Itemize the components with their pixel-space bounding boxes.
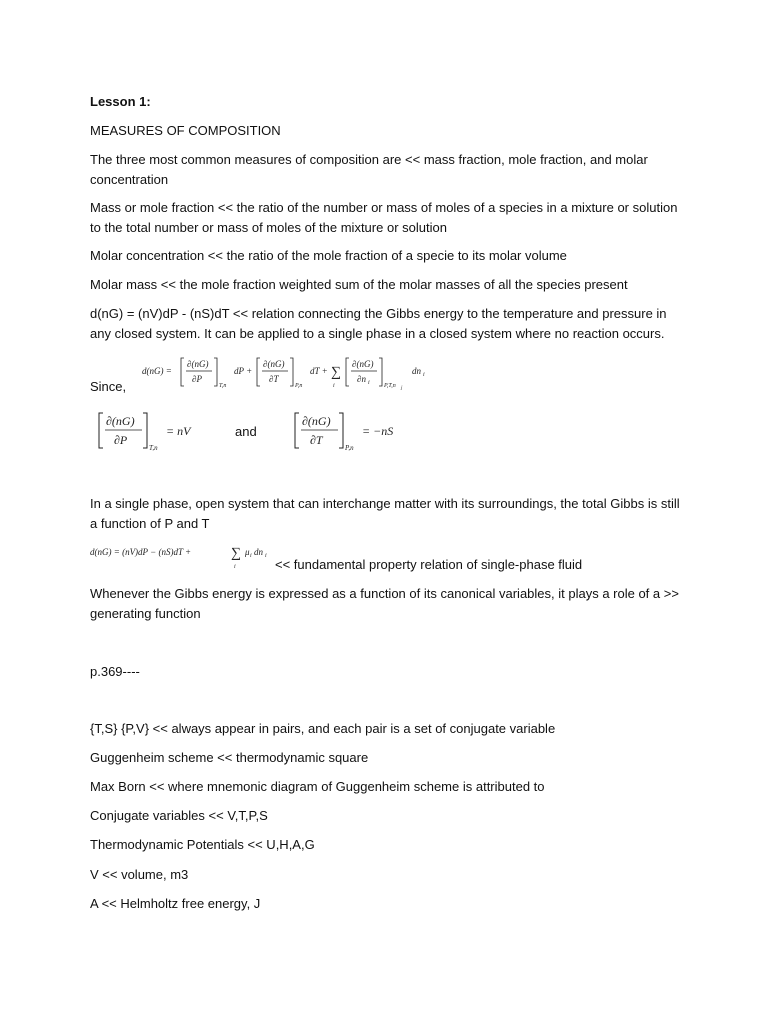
section-title: MEASURES OF COMPOSITION bbox=[90, 123, 281, 138]
equation-fundamental bbox=[90, 542, 270, 572]
svg-text:dn: dn bbox=[254, 547, 263, 557]
svg-text:P,T,n: P,T,n bbox=[384, 383, 396, 389]
lesson-heading: Lesson 1: bbox=[90, 94, 151, 109]
svg-text:dT +: dT + bbox=[310, 366, 328, 376]
svg-text:T,n: T,n bbox=[149, 444, 158, 452]
svg-text:∂P: ∂P bbox=[114, 433, 128, 447]
equation-partial-t bbox=[294, 410, 414, 454]
paragraph-thermodynamic-potentials: Thermodynamic Potentials << U,H,A,G bbox=[90, 837, 315, 852]
svg-text:∑: ∑ bbox=[331, 365, 341, 380]
paragraph-conjugate-pairs: {T,S} {P,V} << always appear in pairs, and each pair is a set of conjugate variable bbox=[90, 721, 556, 736]
paragraph-guggenheim: Guggenheim scheme << thermodynamic square bbox=[90, 750, 369, 765]
fundamental-caption: << fundamental property relation of single-phase fluid bbox=[275, 557, 583, 572]
paragraph-volume: V << volume, m3 bbox=[90, 867, 189, 882]
paragraph-dng-relation: d(nG) = (nV)dP - (nS)dT << relation connecting the Gibbs energy to the temperature and pressure in any closed system. It can be applied to a single phase in a closed system where no reaction occurs. bbox=[90, 306, 667, 341]
paragraph-molar-concentration: Molar concentration << the ratio of the mole fraction of a specie to its molar volume bbox=[90, 248, 567, 263]
svg-text:= nV: = nV bbox=[166, 424, 191, 438]
svg-text:d(nG) = (nV)dP − (nS)dT +: d(nG) = (nV)dP − (nS)dT + bbox=[90, 547, 192, 557]
paragraph-single-phase: In a single phase, open system that can interchange matter with its surroundings, the total Gibbs is still a function of P and T bbox=[90, 496, 680, 531]
paragraph-molar-mass: Molar mass << the mole fraction weighted sum of the molar masses of all the species present bbox=[90, 277, 628, 292]
and-label: and bbox=[235, 424, 257, 439]
paragraph-max-born: Max Born << where mnemonic diagram of Guggenheim scheme is attributed to bbox=[90, 779, 545, 794]
svg-text:∂(nG): ∂(nG) bbox=[106, 414, 135, 428]
svg-text:μ: μ bbox=[245, 547, 250, 557]
svg-text:= −nS: = −nS bbox=[362, 424, 394, 438]
paragraph-mass-mole-fraction: Mass or mole fraction << the ratio of the number or mass of moles of a species in a mixture or solution to the total number or mass of moles of the mixture or solution bbox=[90, 200, 678, 235]
svg-text:∂(nG): ∂(nG) bbox=[187, 359, 209, 369]
svg-text:d(nG) =: d(nG) = bbox=[142, 366, 172, 376]
paragraph-helmholtz: A << Helmholtz free energy, J bbox=[90, 896, 261, 911]
svg-text:∂(nG): ∂(nG) bbox=[263, 359, 285, 369]
paragraph-generating-function: Whenever the Gibbs energy is expressed as a function of its canonical variables, it plays a role of a >> generating function bbox=[90, 586, 679, 621]
svg-text:∂P: ∂P bbox=[192, 374, 202, 384]
svg-text:i: i bbox=[265, 553, 267, 559]
page-reference: p.369---- bbox=[90, 664, 140, 679]
svg-text:∂(nG): ∂(nG) bbox=[352, 359, 374, 369]
svg-text:∂T: ∂T bbox=[310, 433, 323, 447]
svg-text:i: i bbox=[423, 372, 425, 378]
svg-text:∂T: ∂T bbox=[269, 374, 279, 384]
svg-text:T,n: T,n bbox=[219, 383, 227, 389]
equation-total-differential bbox=[142, 354, 442, 394]
equation-partial-p bbox=[98, 410, 208, 454]
svg-text:j: j bbox=[401, 386, 403, 391]
svg-text:i: i bbox=[333, 383, 335, 389]
svg-text:dn: dn bbox=[412, 366, 421, 376]
svg-text:i: i bbox=[250, 553, 252, 559]
since-label: Since, bbox=[90, 379, 127, 394]
svg-text:∂n: ∂n bbox=[357, 374, 366, 384]
svg-text:∑: ∑ bbox=[231, 546, 241, 561]
paragraph-conjugate-variables: Conjugate variables << V,T,P,S bbox=[90, 808, 268, 823]
svg-text:i: i bbox=[368, 380, 370, 386]
svg-text:i: i bbox=[234, 564, 236, 570]
svg-text:P,n: P,n bbox=[345, 444, 354, 452]
svg-text:dP +: dP + bbox=[234, 366, 253, 376]
paragraph-three-measures: The three most common measures of composition are << mass fraction, mole fraction, and molar concentration bbox=[90, 152, 648, 187]
svg-text:P,n: P,n bbox=[295, 383, 303, 389]
svg-text:∂(nG): ∂(nG) bbox=[302, 414, 331, 428]
